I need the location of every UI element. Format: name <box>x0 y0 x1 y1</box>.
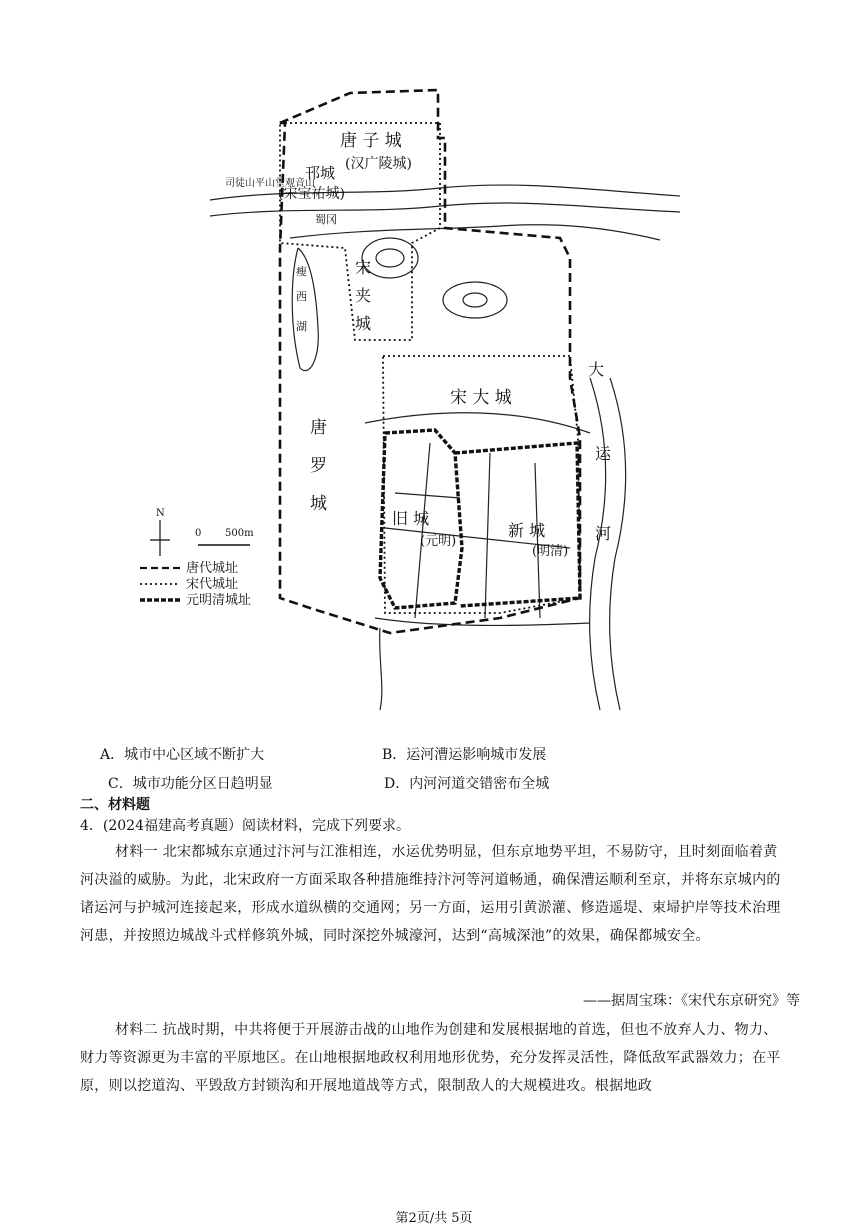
tang-luocheng-label-1: 唐 <box>310 418 327 438</box>
question-stem: 4．(2024福建高考真题）阅读材料，完成下列要求。 <box>80 818 410 834</box>
da-yunhe-label-3: 河 <box>595 524 612 543</box>
tang-zicheng-label: 唐 子 城 <box>340 131 402 151</box>
hill-contour <box>443 282 507 318</box>
shouxihu-label-3: 湖 <box>296 320 307 333</box>
hill-label-pingshantang: 平山堂 <box>255 178 285 189</box>
da-yunhe-label-2: 运 <box>595 444 612 463</box>
city-map-figure <box>140 78 680 710</box>
xincheng-sub-label: (明清) <box>532 544 569 559</box>
map-legend <box>140 561 251 608</box>
hill-label-guanyinshan: 观音山 <box>285 178 315 189</box>
hill-contour <box>376 249 404 267</box>
shouxihu-label-2: 西 <box>296 290 307 303</box>
north-arrow-icon <box>150 508 170 556</box>
hill-contour <box>463 293 487 307</box>
legend-song-label: 宋代城址 <box>186 577 239 592</box>
yicheng-label: 邗城 <box>305 164 336 182</box>
hill-label-situ: 司徒山 <box>225 178 255 189</box>
hill-label-shugang: 蜀冈 <box>315 213 337 226</box>
jiucheng-label: 旧 城 <box>392 509 430 528</box>
moat-line <box>365 413 590 433</box>
song-baoyou-label: (宋宝祐城) <box>278 186 345 202</box>
shouxihu-label-1: 瘦 <box>296 265 307 278</box>
svg-text:0: 0 <box>195 528 202 539</box>
da-yunhe-canal <box>590 378 606 710</box>
legend-ymq-label: 元明清城址 <box>186 593 252 608</box>
street-line <box>395 493 460 498</box>
xincheng-label: 新 城 <box>508 521 546 540</box>
tang-luocheng-label-3: 城 <box>310 494 327 514</box>
river-line <box>290 225 660 240</box>
da-yunhe-canal <box>610 378 626 710</box>
city-map-svg <box>140 78 680 710</box>
page-footer: 第2页/共 5页 <box>395 1211 473 1226</box>
svg-text:N: N <box>156 508 165 519</box>
da-yunhe-label-1: 大 <box>588 360 605 379</box>
option-a[interactable]: A．城市中心区域不断扩大 <box>100 747 265 763</box>
option-b[interactable]: B．运河漕运影响城市发展 <box>382 747 547 763</box>
tang-luocheng-label-2: 罗 <box>310 456 327 476</box>
song-jiacheng-label-2: 夹 <box>355 286 372 305</box>
svg-text:500m: 500m <box>225 528 254 539</box>
legend-tang-label: 唐代城址 <box>186 561 239 576</box>
scale-bar <box>195 528 254 545</box>
section-title: 二、材料题 <box>80 797 150 813</box>
tang-zicheng-sub-label: (汉广陵城) <box>345 156 412 172</box>
song-jiacheng-label-3: 城 <box>355 314 372 333</box>
song-dacheng-label: 宋 大 城 <box>450 388 512 408</box>
material-two: 材料二 抗战时期，中共将便于开展游击战的山地作为创建和发展根据地的首选，但也不放弃人力、物力、财力等资源更为丰富的平原地区。在山地根据地政权利用地形优势，充分发挥灵活性，降低敌军武器效力；在平原，则以挖道沟、平毁敌方封锁沟和开展地道战等方式，限制敌人的大规模进攻。根据地政 <box>80 1022 781 1094</box>
street-line <box>380 628 382 710</box>
street-line <box>485 453 490 618</box>
option-c[interactable]: C．城市功能分区日趋明显 <box>108 776 273 792</box>
song-jiacheng-label-1: 宋 <box>355 258 372 277</box>
street-line <box>535 463 540 618</box>
material-one: 材料一 北宋都城东京通过汴河与江淮相连，水运优势明显，但东京地势平坦，不易防守，且时刻面临着黄河决溢的威胁。为此，北宋政府一方面采取各种措施维持汴河等河道畅通，确保漕运顺利至京，并将东京城内的诸运河与护城河连接起来，形成水道纵横的交通网；另一方面，运用引黄淤灌、修造遥堤、束埽护岸等技术治理河患，并按照边城战斗式样修筑外城，同时深挖外城濠河，达到“高城深池”的效果，确保都城安全。 <box>80 844 781 944</box>
jiucheng-sub-label: (元明) <box>420 534 457 549</box>
street-line <box>415 443 430 618</box>
material-one-source: ——据周宝珠：《宋代东京研究》等 <box>583 993 800 1009</box>
option-d[interactable]: D．内河河道交错密布全城 <box>384 776 550 792</box>
